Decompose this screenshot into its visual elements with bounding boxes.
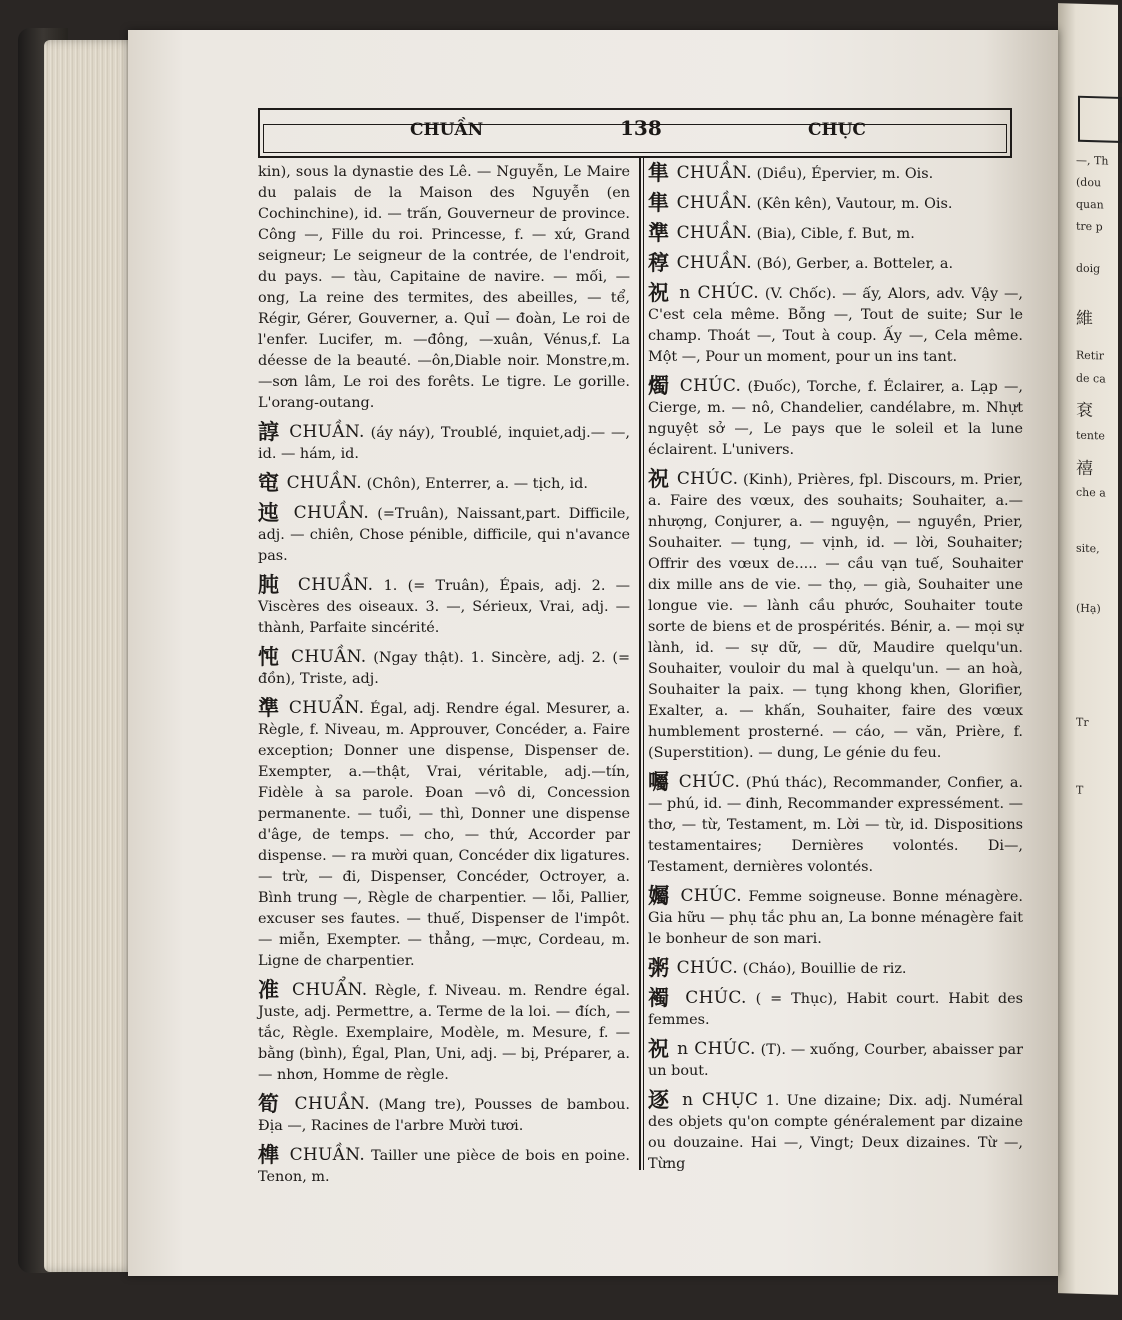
han-character: 祝: [648, 1036, 670, 1061]
dictionary-entry: [258, 697, 630, 972]
entry-headword: n CHÚC.: [679, 283, 759, 303]
entry-headword: CHÚC.: [680, 886, 742, 906]
entry-text: (áy náy), Troublé, inquiet,adj.— —, id. — hám, id.: [258, 425, 630, 462]
han-character: 准: [258, 977, 282, 1002]
entry-headword: CHUẦN.: [289, 422, 365, 442]
entry-headword: CHUẦN.: [676, 163, 753, 183]
dictionary-entry: [258, 162, 630, 414]
entry-text: Tailler une pièce de bois en poine. Tenon, m.: [258, 1148, 631, 1185]
dictionary-entry: [648, 252, 1023, 275]
dictionary-entry: [648, 162, 1023, 185]
han-character: 囑: [648, 769, 671, 794]
entry-headword: CHÚC.: [679, 376, 742, 396]
adjacent-text: 維: [1076, 308, 1093, 330]
dictionary-entry: [648, 282, 1023, 368]
entry-headword: CHUẦN.: [289, 1145, 366, 1165]
dictionary-entry: [648, 192, 1023, 215]
han-character: 諄: [258, 419, 281, 444]
han-character: 忳: [258, 644, 282, 669]
entry-headword: CHUẦN.: [294, 1094, 370, 1114]
dictionary-entry: [648, 1089, 1023, 1175]
dictionary-entry: [258, 421, 630, 465]
dictionary-entry: [258, 574, 630, 639]
header-left-word: CHUẦN: [410, 120, 484, 140]
adjacent-text: tre p: [1076, 219, 1103, 234]
entry-headword: CHUẦN.: [297, 575, 374, 595]
adjacent-text: de ca: [1076, 371, 1106, 386]
adjacent-text: T: [1076, 783, 1084, 797]
entry-headword: CHÚC.: [678, 772, 741, 792]
adjacent-text: doig: [1076, 261, 1101, 276]
header-right-word: CHỤC: [808, 120, 866, 140]
adjacent-page-header-box: [1078, 96, 1122, 143]
entry-text: (Kinh), Prières, fpl. Discours, m. Prier, a. Faire des vœux, des souhaits; Souhaiter, a.— nhượng, Conjurer, a. — nguyện, — nguyền, Prier, Souhaiter. — tụng, — vịnh, id. — lời, Souhaiter; Offrir des vœux de..... — cầu vạn tuế, Souhaiter dix mille ans de vie. — thọ, — già, Souhaiter une longue vie. — lành cầu phước, Souhaiter toute sorte de biens et de prospérités. Bénir, a. — mọi sự lành, id. — sự dữ, — dữ, Maudire quelqu'un. Souhaiter, vouloir du mal à quelqu'un. — an hoà, Souhaiter la paix. — tụng khong khen, Glorifier, Exalter, a. — khấn, Souhaiter, faire des vœux humblement prosterné. — cáo, — văn, Prière, f. (Superstition). — dung, Le génie du feu.: [648, 472, 1024, 761]
adjacent-text: site,: [1076, 541, 1100, 556]
column-divider: [643, 158, 644, 1170]
entry-headword: CHÚC.: [685, 988, 747, 1008]
adjacent-text: 袞: [1076, 400, 1093, 422]
entry-headword: CHUẦN.: [291, 647, 367, 667]
entry-text: Femme soigneuse. Bonne ménagère. Gia hữu — phụ tắc phu an, La bonne ménagère fait le bonheur de son mari.: [648, 889, 1024, 947]
entry-text: (=Truân), Naissant,part. Difficile, adj. — chiên, Chose pénible, difficile, qui n'avance pas.: [258, 506, 631, 564]
entry-headword: CHÚC.: [676, 958, 739, 978]
dictionary-entry: [648, 771, 1023, 878]
dictionary-entry: [648, 987, 1023, 1031]
han-character: 孎: [648, 883, 671, 908]
entry-text: (Diều), Épervier, m. Ois.: [756, 166, 934, 182]
adjacent-text: (dou: [1076, 175, 1102, 190]
han-character: 肫: [258, 572, 285, 597]
dictionary-entry: [258, 1144, 630, 1188]
han-character: 稕: [648, 250, 669, 275]
han-character: 祝: [648, 280, 671, 305]
right-column: [648, 162, 1023, 1182]
entry-text: (Đuốc), Torche, f. Éclairer, a. Lạp —, Cierge, m. — nô, Chandelier, candélabre, m. Nhựt nguyệt sở —, Le pays que le soleil et la lune éclairent. L'univers.: [648, 379, 1023, 458]
han-character: 窀: [258, 470, 279, 495]
entry-text: (Mang tre), Pousses de bambou. Địa —, Racines de l'arbre Mười tươi.: [258, 1097, 631, 1134]
adjacent-text: (Hạ): [1076, 601, 1101, 616]
adjacent-page-fragment: [1058, 3, 1118, 1295]
entry-text: (Chôn), Enterrer, a. — tịch, id.: [366, 476, 588, 492]
han-character: 榫: [258, 1142, 281, 1167]
dictionary-entry: [648, 1038, 1023, 1082]
entry-headword: CHUẦN.: [286, 473, 363, 493]
dictionary-entry: [648, 375, 1023, 461]
dictionary-entry: [258, 502, 630, 567]
dictionary-entry: [648, 957, 1023, 980]
dictionary-entry: [258, 646, 630, 690]
entry-text: (Ngay thật). 1. Sincère, adj. 2. (= đồn), Triste, adj.: [258, 650, 630, 687]
entry-headword: CHUẦN.: [676, 223, 753, 243]
page-stack-edges: [44, 40, 140, 1272]
han-character: 迍: [258, 500, 283, 525]
entry-headword: n CHỤC: [682, 1090, 759, 1110]
entry-text: (Cháo), Bouillie de riz.: [742, 961, 907, 977]
entry-text: Égal, adj. Rendre égal. Mesurer, a. Règle, f. Niveau, m. Approuver, Concéder, a. Faire exception; Donner une dispense, Dispenser de. Exempter, a.—thật, Vrai, véritable, adj.—tín, Fidèle à sa parole. Đoan —vô di, Concession permanente. — tuổi, — thì, Donner une dispense d'âge, de temps. — cho, — thứ, Accorder par dispense. — ra mười quan, Concéder dix ligatures. — trừ, — đi, Dispenser, Concéder, Octroyer, a. Bình trung —, Règle de charpentier. — lỗi, Pallier, excuser ses fautes. — thuế, Dispenser de l'impôt. — miễn, Exempter. — thẳng, —mực, Cordeau, m. Ligne de charpentier.: [258, 701, 631, 969]
entry-text: (Phú thác), Recommander, Confier, a. — phú, id. — đinh, Recommander expressément. — thơ, — từ, Testament, m. Lời — từ, id. Dispositions testamentaires; Dernières volontés. Di—, Testament, dernières volontés.: [648, 775, 1023, 875]
han-character: 準: [648, 220, 669, 245]
entry-text: Règle, f. Niveau. m. Rendre égal. Juste, adj. Permettre, a. Terme de la loi. — đích, — tắc, Règle. Exemplaire, Modèle, m. Mesure, f. — bằng (bình), Égal, Plan, Uni, adj. — bị, Préparer, a. — nhơn, Homme de règle.: [258, 983, 631, 1083]
adjacent-text: —, Th: [1076, 153, 1109, 168]
entry-text: (V. Chốc). — ấy, Alors, adv. Vậy —, C'est cela même. Bỗng —, Tout de suite; Sur le champ. Thoát —, Tout à coup. Ấy —, Cela même. Một —, Pour un moment, pour un ins tant.: [648, 286, 1023, 365]
adjacent-text: che a: [1076, 485, 1106, 500]
entry-headword: CHUẨN.: [292, 980, 368, 1000]
entry-text: ( = Thục), Habit court. Habit des femmes.: [648, 991, 1024, 1028]
page-header: [258, 108, 1012, 158]
entry-headword: n CHÚC.: [677, 1039, 756, 1059]
han-character: 隼: [648, 160, 669, 185]
han-character: 準: [258, 695, 281, 720]
entry-text: (T). — xuống, Courber, abaisser par un bout.: [648, 1042, 1023, 1079]
han-character: 襡: [648, 985, 674, 1010]
entry-headword: CHÚC.: [676, 469, 739, 489]
entry-headword: CHUẦN.: [293, 503, 370, 523]
han-character: 逐: [648, 1087, 672, 1112]
adjacent-text: tente: [1076, 428, 1105, 443]
dictionary-entry: [648, 468, 1023, 764]
entry-headword: CHUẦN.: [676, 253, 753, 273]
adjacent-text: 禧: [1076, 458, 1093, 480]
dictionary-entry: [648, 885, 1023, 950]
entry-text: (Kên kên), Vautour, m. Ois.: [756, 196, 953, 212]
adjacent-text: quan: [1076, 197, 1104, 212]
entry-text: kin), sous la dynastie des Lê. — Nguyễn, Le Maire du palais de la Maison des Nguyễn (en Cochinchine), id. — trấn, Gouverneur de province. Công —, Fille du roi. Princesse, f. — xứ, Grand seigneur; Le seigneur de la contrée, de l'endroit, du pays. — tàu, Capitaine de navire. — mối, — ong, La reine des termites, des abeilles, — tể, Régir, Gérer, Gouverner, a. Quỉ — đoàn, Le roi de l'enfer. Lucifer, m. —đông, —xuân, Vénus,f. La déesse de la beauté. —ôn,Diable noir. Monstre,m.—sơn lâm, Le roi des forêts. Le tigre. Le gorille. L'orang-outang.: [258, 164, 630, 411]
han-character: 隼: [648, 190, 669, 215]
entry-text: 1. (= Truân), Épais, adj. 2. — Viscères des oiseaux. 3. —, Sérieux, Vrai, adj. — thành, Parfaite sincérité.: [258, 578, 631, 636]
han-character: 祝: [648, 466, 670, 491]
entry-headword: CHUẦN.: [676, 193, 753, 213]
entry-text: (Bia), Cible, f. But, m.: [756, 226, 915, 242]
dictionary-entry: [648, 222, 1023, 245]
left-column: [258, 162, 630, 1195]
adjacent-text: Retir: [1076, 348, 1104, 363]
entry-headword: CHUẨN.: [288, 698, 365, 718]
dictionary-entry: [258, 979, 630, 1086]
han-character: 燭: [648, 373, 671, 398]
column-divider: [639, 158, 641, 1170]
han-character: 筍: [258, 1091, 283, 1116]
adjacent-text: Tr: [1076, 715, 1089, 730]
dictionary-entry: [258, 1093, 630, 1137]
entry-text: 1. Une dizaine; Dix. adj. Numéral des objets qu'on compte généralement par dizaine ou douzaine. Hai —, Vingt; Deux dizaines. Từ —, Từng: [648, 1093, 1024, 1172]
han-character: 粥: [648, 955, 669, 980]
dictionary-entry: [258, 472, 630, 495]
page-number: 138: [620, 116, 662, 140]
entry-text: (Bó), Gerber, a. Botteler, a.: [756, 256, 954, 272]
